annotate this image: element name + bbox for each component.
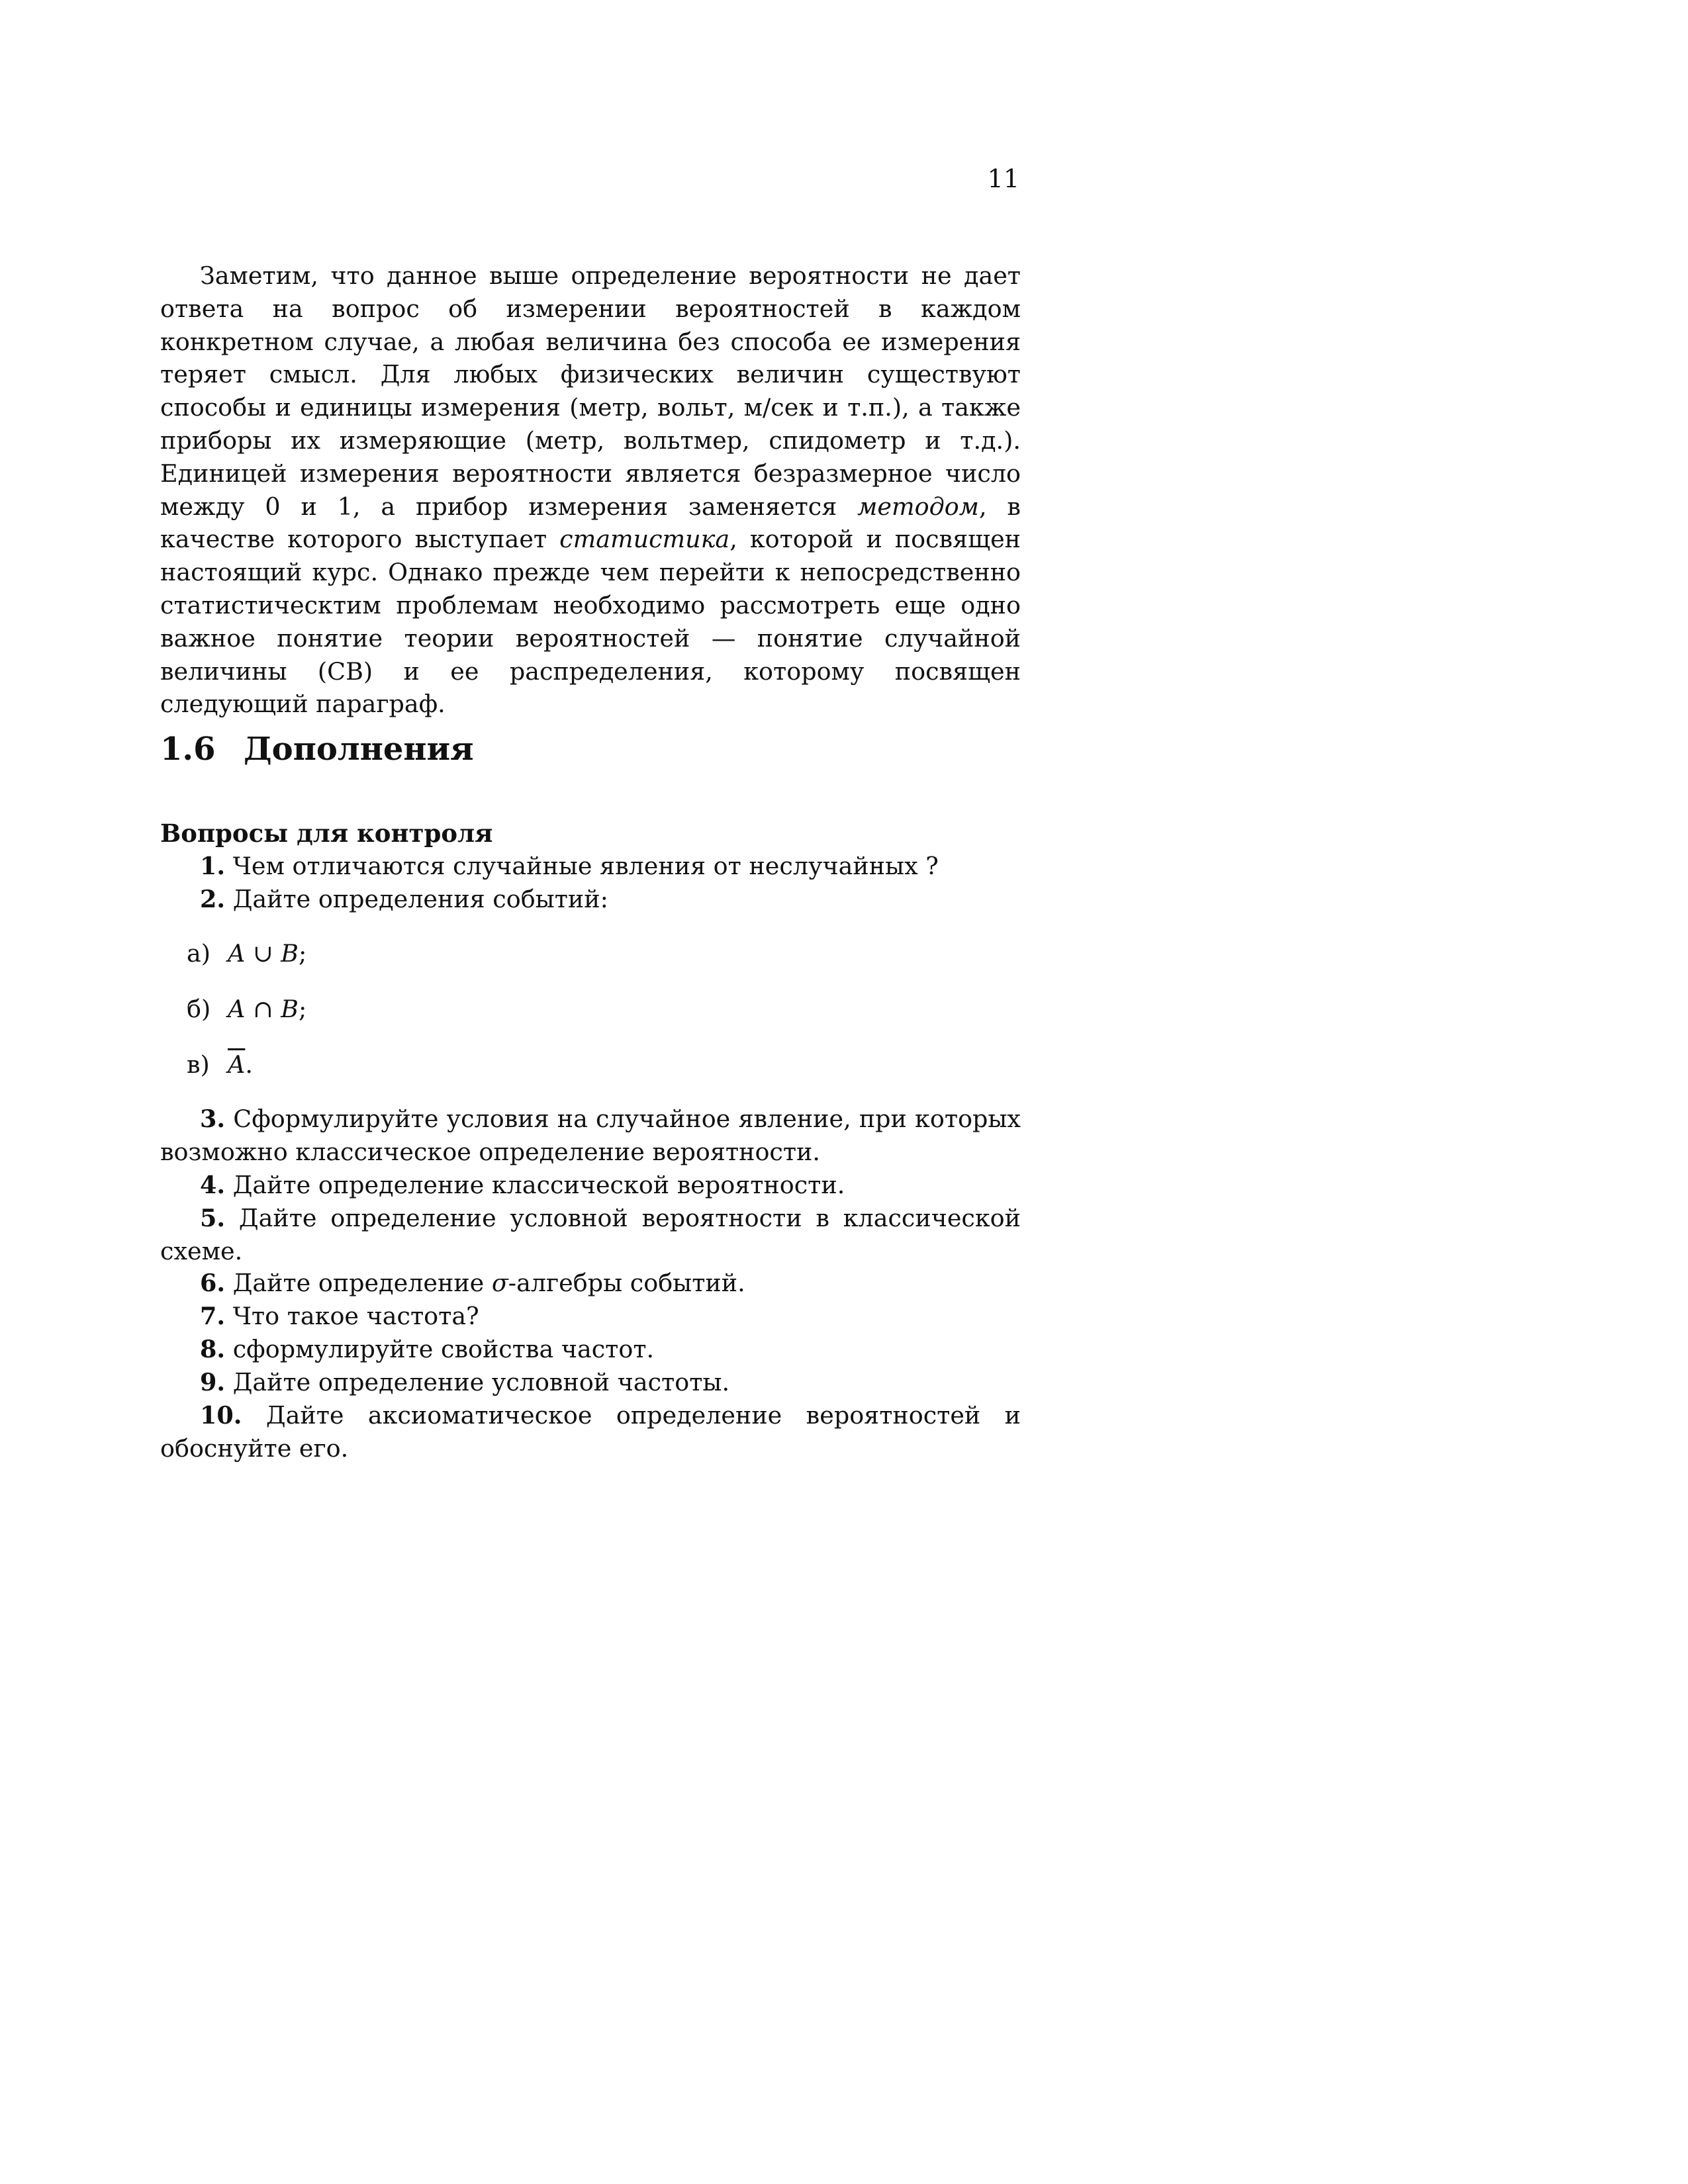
emphasis-statistics: статистика bbox=[559, 525, 730, 554]
question-1 bbox=[160, 850, 1021, 883]
section-heading bbox=[160, 729, 1021, 769]
math-operator: ∪ bbox=[245, 939, 281, 968]
question-3 bbox=[160, 1103, 1021, 1169]
math-operator: ∩ bbox=[245, 995, 281, 1023]
paragraph-text: , которой и посвящен настоящий курс. Однако прежде чем перейти к непосредственно статистическтим проблемам необходимо рассмотреть еще одно важное понятие теории вероятностей — понятие случайной величины (СВ) и ее распределения, которому посвящен следующий параграф. bbox=[160, 525, 1021, 719]
math-var: B bbox=[281, 939, 299, 968]
question-number: 8. bbox=[200, 1335, 226, 1363]
question-5 bbox=[160, 1202, 1021, 1268]
math-var: A bbox=[228, 995, 246, 1023]
question-8 bbox=[160, 1333, 1021, 1366]
sub-item-a bbox=[187, 937, 306, 970]
sub-item-c bbox=[187, 1048, 253, 1081]
question-number: 9. bbox=[200, 1368, 226, 1396]
question-text: Что такое частота? bbox=[225, 1302, 479, 1330]
question-text: Чем отличаются случайные явления от неслучайных ? bbox=[225, 852, 939, 880]
section-number: 1.6 bbox=[160, 731, 216, 768]
question-4 bbox=[160, 1169, 1021, 1202]
question-text: Дайте определение условной вероятности в классической схеме. bbox=[160, 1204, 1021, 1265]
question-text: Сформулируйте условия на случайное явление, при которых возможно классическое определение вероятности. bbox=[160, 1105, 1021, 1166]
control-questions-heading: Вопросы для контроля bbox=[160, 819, 493, 848]
question-text: Дайте определение bbox=[225, 1269, 492, 1297]
punctuation: . bbox=[245, 1050, 253, 1079]
sub-item-label: а) bbox=[187, 939, 211, 968]
math-var: A bbox=[228, 939, 246, 968]
question-number: 4. bbox=[200, 1171, 226, 1199]
body-paragraph bbox=[160, 259, 1021, 721]
question-number: 2. bbox=[200, 885, 226, 913]
sub-item-b bbox=[187, 993, 306, 1026]
question-text: Дайте определение условной частоты. bbox=[225, 1368, 730, 1396]
question-text: сформулируйте свойства частот. bbox=[225, 1335, 655, 1363]
question-9 bbox=[160, 1366, 1021, 1399]
paragraph-text: , в качестве которого выступает bbox=[160, 492, 1021, 554]
emphasis-method: методом bbox=[857, 492, 979, 521]
question-number: 3. bbox=[200, 1105, 226, 1133]
question-2 bbox=[160, 883, 1021, 916]
math-sigma: σ bbox=[491, 1269, 508, 1297]
question-text: Дайте определение классической вероятности. bbox=[225, 1171, 845, 1199]
question-10 bbox=[160, 1399, 1021, 1465]
question-text: Дайте аксиоматическое определение вероятностей и обоснуйте его. bbox=[160, 1401, 1021, 1463]
paragraph-text: Заметим, что данное выше определение вероятности не дает ответа на вопрос об измерении вероятностей в каждом конкретном случае, а любая величина без способа ее измерения теряет смысл. Для любых физических величин существуют способы и единицы измерения (метр, вольт, м/сек и т.п.), а также приборы их измеряющие (метр, вольтмер, спидометр и т.д.). Единицей измерения вероятности является безразмерное число между 0 и 1, а прибор измерения заменяется bbox=[160, 261, 1021, 521]
sub-item-label: б) bbox=[187, 995, 211, 1023]
punctuation: ; bbox=[298, 995, 307, 1023]
question-number: 5. bbox=[200, 1204, 226, 1232]
math-complement: $\overline{A}$ bbox=[228, 1050, 246, 1079]
sub-item-label: в) bbox=[187, 1050, 210, 1079]
question-number: 6. bbox=[200, 1269, 226, 1297]
question-number: 7. bbox=[200, 1302, 226, 1330]
question-number: 10. bbox=[200, 1401, 242, 1430]
section-title: Дополнения bbox=[244, 731, 474, 768]
math-var: B bbox=[281, 995, 299, 1023]
punctuation: ; bbox=[298, 939, 307, 968]
question-6 bbox=[160, 1267, 1021, 1300]
page-number: 11 bbox=[987, 164, 1019, 193]
question-7 bbox=[160, 1300, 1021, 1333]
question-number: 1. bbox=[200, 852, 226, 880]
question-text: -алгебры событий. bbox=[508, 1269, 745, 1297]
question-text: Дайте определения событий: bbox=[225, 885, 608, 913]
